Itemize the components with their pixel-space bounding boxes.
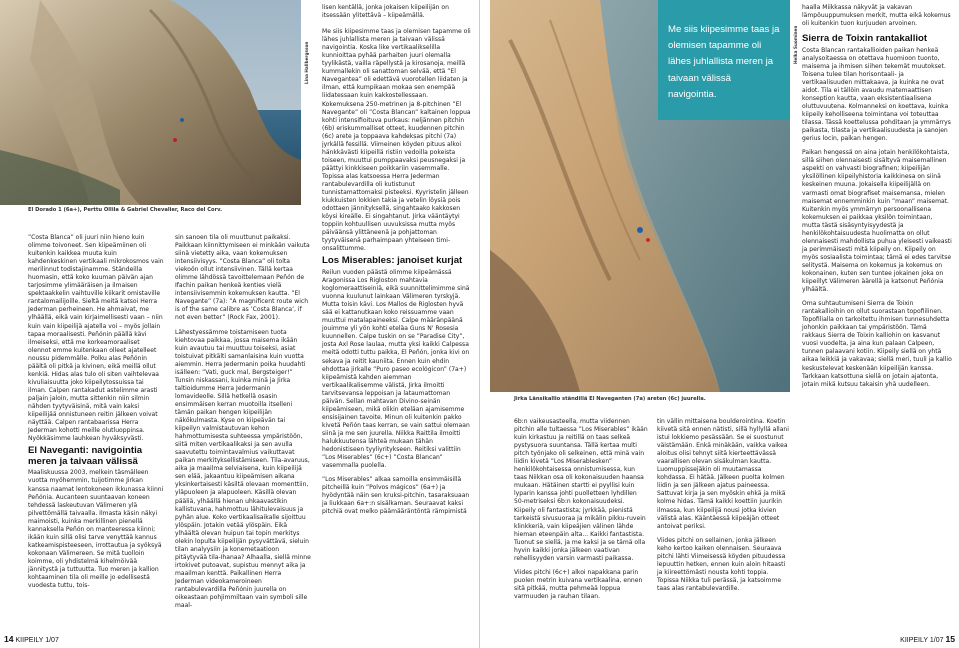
paragraph: tin vällin mittaisena boulderointina. Koetin kiivetä sitä ennen nätisti, sillä hyllyllä allani istui lokkiemo pesässään. Se ei suostunut väistämään. Enkä minäkään, vaikka vaikea aloitus olisi tehnyt siitä kierteettävässä vaarallisen olevan sisäkulman kautta. Luomuppissejäkin oli muutamassa kohdassa. Ei hätää. Jälkeen puolta kolmen liidin ja sen jälkeen ajatus paineessa. Sattuvat kirja ja sen myöskin ehkä ja mikä kolme hidas. Tämä kaikki koettiin juurikin ilmassa, kun kiipeilijä nousi jotka kivien välistä alas. Kääntäessä kiipeäjän otteet antoivat periksi. <box>657 418 789 530</box>
pull-quote <box>658 0 790 120</box>
cliff-photo-left-image <box>0 0 301 205</box>
paragraph: Viides pitchi on sellainen, jonka jälkeen keho kertoo kaiken olennaisen. Seuraava pitchi lähti Viimeisessä köyden pituudessa lepuuttin hetken, ennen kuin aloin hitaasti ja kiireettömästi nousta kohti toppia. Topissa Niikka tuli perässä, ja katsoimme taas alas rantabulevardille. <box>657 536 786 592</box>
right-column-3 <box>802 4 952 389</box>
paragraph: lisen kentällä, jonka jokaisen kiipeilijän on itsessään ylitettävä – kiipeämällä. <box>322 4 449 20</box>
paragraph: Costa Blancan rantakallioiden paikan henkeä analysoitaessa on otettava huomioon tuonto, maisema ja ihmisen siihen tekemät muutokset. Toisena tulee tilan horisontaali- ja vertikaalisuuden mittakaava, ja kuinka ne ovat aidot. Tila ei tällöin avaudu matemaattisen konseption kautta, vaan eksistentiaalisena oluttuvuutena. Kolmanneksi on koettava, kuinka kiipeily keholliseena toimintana voi toteuttaa tilassa. Tässä koettelussa pohditaan ja ymmärrys paikasta, tilasta ja vertikaalisuudesta ja sanojen gerius locin, paikan hengen. <box>802 46 951 143</box>
left-page <box>0 0 479 648</box>
right-footer <box>900 634 955 644</box>
left-photo-credit: Lina Hallbergsson <box>304 41 309 84</box>
left-footer <box>4 634 59 644</box>
paragraph: Reilun vuoden päästä olimme kiipeämässä Aragonissa Los Rigloston mahtavia koglomeraattiseiniä, eikä suunnittelimimme sinä vuonna kuulunut lainkaan Välimeren tyrskyjä. Mutta toisin kävi. Los Mallos de Riglosten hyvä sää ei kattanutkaan koko reissuamme vaan muuttui matalapaineeksi. Calpe määränpäänä jouimme yli yön kohti eteläa Guns N' Rosesia kuunnellen. Calpe tuskin on se ”Paradise City”, josta Axl Rose laulaa, mutta yksi kaikki Calpessa meitä odotti tuttu paikka, El Peñón, jonka kivi on sekava ja reitit kauniita. Ennen kuin ehdin ehdottaa jirkalle ”Puro paseo ecológicon” (7a+) kiipeämistä kahden aiemman vertikaalikalisemme välistä, Jirka ilmoitti tarvitsevansa leppoisan ja lataumattoman päivän. Sellan mahtavan Divino-seinän kiipeämiseen, mikä olikin eteläan ajamisemme ensisijainen tavoite. Minun oli kuitenkin pakko kivetä Peñón taas kerran, se vain sattui olemaan siinä ja me sen juurella. Niikka Raittila ilmoitti halukkuutensa lähteä mukaan tähän hedonistiseen tyyliyritykseen. Reitiksi valittiin ”Los Miserables” (6c+) ”Costa Blancan” vasemmalla puolella. <box>322 269 470 470</box>
paragraph: ”Los Miserables” alkaa samoilla ensimmäisillä pitcheillä kuin ”Polvos mágicos” (6a+) ja hyödyntää näin sen kruksi-pitchin, tasaraksuaan ja liukkaan 6a+:n sisälkaman. Seuraavat kaksi pitchiä ovat melko päämääräntöntä rämpimistä <box>322 476 470 516</box>
paragraph: Paikan hengessä on aina jotain henkilökohtaista, sillä siihen olennaisesti sisältyvä maisemallinen aspekti on vahvasti biografinen; kiipeilijän yksilöllinen kiipeilyhistoria kaikkinesa on siinä keskeinen muuna. Jokaisella kiipeilijällä on varmasti omat biografiset maisemansa, mielen maisemat ennemminkin kuin ”maan” maisemat. Kuitenkin myös ymmärryn persoonallisena kokemuksen ei paikkaa yksilön toimintaan, mutta tästä sisäsyntyisyydestä ja henkilökohtaisuudesta huolimatta on ollut olennaisesti mahdollista puhua yleisesti vaikeasti ja perimmäisesti mitä kiipeily on. Kiipeily on myös sosiaalista toimintaa; tämä ei edes tarvitse selitystä. Maisema on kokemus ja kokemus on kokonainen, kuten sen tuntee jokainen joka on kiipeillyt Välimeren äärellä ja katsonut Peñónia ylhäältä. <box>802 149 952 294</box>
paragraph: Oma suhtautumiseni Sierra de Toixin rantakallioihin on ollut suorastaan topofiilinen. Topofilialla on tarkoitettu ihmisen tunnesuhdetta johonkin paikkaan tai ympäristöön. Tämä rakkaus Sierra de Toixin kalliohin on kasvanut vuosi vuodelta, ja aina kun palaan Calpeen, tunnen palaavani kotiin. Kiipeily siellä on yhtä aikaa leikkiä ja vakavaa; siellä meri, tuuli ja kallio keskustelevat keskenään kiipeilijän kanssa. Tarkkaan katsottuna siellä on jotain ajatonta, jotain mikä kutsuu takaisin yhä uudelleen. <box>802 300 952 388</box>
paragraph: sin sanoen tila oli muuttunut paikaksi. Paikkaan kiinnittymiseen ei minkään vaikuta siinä vietetty aika, vaan kokemuksen intensiivisyys. ”Costa Blanca” oli tolta viekoön ollut intensiivinen. Tällä kertaa olimme lähdössä tavoittelemaan Peñón de Ifachin paikan henkeä kenties vielä intensiivisemmin kokemuksen kautta. ”El Navegante” (7a): ”A magnificent route wich is of the same calibre as ’Costa Blanca’, if not even better” (Rock Fax, 2001). <box>175 234 310 322</box>
right-column-1 <box>514 418 648 601</box>
page-spine <box>479 0 480 648</box>
right-photo-credit: Helka Suominen <box>793 25 798 64</box>
page-number: 14 <box>4 634 14 644</box>
paragraph: Viides pitchi (6c+) alkoi napakkana parin puolen metrin kuivana vertikaalina, ennen sitä pitkää, mutta pehmeää loppua varmuuden ja rauhan tilaan. <box>514 568 643 600</box>
pull-quote-text: Me siis kiipesimme taas ja olemisen tapamme oli lähes juhlallista meren ja taivaan välissä navigointia. <box>668 24 780 100</box>
section-heading: El Naveganti: navigointia meren ja taivaan välissä <box>28 445 143 467</box>
paragraph: haalla Miikkassa näkyvät ja vakavan lämpöuuppumuksen merkit, mutta eikä kokemus oli kuitenkin tuon kurjuuden arvoinen. <box>802 4 951 28</box>
paragraph: ”Costa Blanca” oli juuri niin hieno kuin olimme toivoneet. Sen kiipeämiinen oli kuitenkin kaikkea muuta kuin kahdenkeskinen vertikaali mikrokosmos vain merilinnut todistajinamme. Ständeilla huomasin, että koko kuuman päivän ajan tarjosimme ylimääräisen ja ilmaisen spektaakkelin vaihtuville kiikarit omistaville rantalomailijoille. Sieltä meitä katsoi Herra Jederman perheineen. He ahmaivat, me ylhäällä, eikä vain kirjaimellisesti vaan – niin kuin vain kiipeilijä ajatella voi – myös jollain tapaa moraalisesti. Peñónin päällä kävi ilmeiseksi, että me korkeamoraaliset olennot emme kuitenkaan olleet ajatelleet noussu pidemmälle. Polku alas Peñónin päältä oli pitkä ja kivinen, eikä meillä ollut kenkiä. Hidas alas tulo oli siten vaihtelevaa kivuliaisuutta joko kiipeilytossuissa tai ilman. Calpen rantakadut astelimme arasti paljain jaloin, mutta sittenkin niin silmin nähden tyytyväisinä, mitä vain kaksi kiipeilijää onnistuneen reitin jälkeen voivat näyttää. Calpen rantabaarissa Herra Jederman kohotti meille olutluoppinsa. Nyökkäsimme lauhkean hyväksyvästi. <box>28 234 164 443</box>
section-heading: Sierra de Toixin rantakalliot <box>802 33 928 45</box>
right-column-2 <box>657 418 791 593</box>
page-number: 15 <box>945 634 955 644</box>
magazine-name: KIIPEILY 1/07 <box>15 637 59 644</box>
section-heading: Los Miserables: janoiset kurjat <box>322 255 463 267</box>
paragraph: Lähestyessämme toistamiseen tuota kiehtovaa paikkaa, jossa maisema ikään kuin avautuu tai muuttuu toiseksi, asiat toistuivat pitkälti samanlaisina kuin vuotta aiemmin. Herra Jedermanin poika huudahti isälleen: ”Vati, guck mal, Bergsteiger!” Tunsin niskassani, kuinka minä ja Jirka taltioidumme Herra Jedermanin lomavideolle. Sillä hetkellä osasin ensimmäisen kerran muotoilla itselleni tämän paikan hengen kiipeilijän näkökulmasta. Kyse on kiipeävän tai kiipeilyn valmistautuvan kehon hahmottumisesta suhteessa ympäristöön, siitä miten vertikaalikaksi ja sen avulla saavutettu toimintavalmius vaikuttavat paikan merkityksellistämiseen. Tila-avaruus, aika ja maailma selviaisena, kuin kiipeilijä sen elää, jakaantuu kiipeämisen aikana yksinkertaisesti käsiltä olevaan momenttiin, yläpuoleen ja alapuoleen. Käsillä olevan pääliä, ylhäällä hienan uhkaavastikin kallistuvana, hahmottuu lähitulevaisuus ja pyhän alue. Koko vertikaalisaikalle sijoittuu ylöspäin. Jotakin vetää ylöspäin. Eikä ylhäältä olevan huipun tai topin merkitys olekin lopulta kiipeilijän pysyvättävä, sieluin tilan analyysiin ja konemetaatioon pitäytyvää tila-Ihanaa? Alhaalla, siellä minne irtokivet putoavat, supistuu mennyt aika ja maailman kenttä. Paikallinen Herra Jederman videokameroineen rantabulevardilla Peñónin juurella on oikeastaan pohjimmiltaan vain symboli sille maal- <box>175 328 311 610</box>
paragraph: 6b:n vaikeusasteella, mutta viidennen pitchin alle tultaessa ”Los Miserables” ikään kuin kirkastuu ja reitillä on taas selkeä pystysuora suuntansa. Tällä kertaa multi pitch työnjako oli selkeinen, että minä vain liidin kivetä ”Los Miserablesken” henkilökohtaisessa onnistumisessa, kun taas Niikkan osa oli kokonaisuuden haansa mukaan. Hätäinen startti ei pyyllisi kuin lyparin kanssa johti puolletteen lyhdillen 50-metriseksi 6b:n kokonaisuudeksi. Kiipeily oli fantastista; jyrkkää, pienistä tarkeistä sivusuoraa ja mikälin pikku-ruvein klinkkeriä, vain kiipeäjien välinen lähde hieman eteenpäin alta... Kaikki fantastista. Tuonut se siellä, ja me kaksi ja se tämä olla hyvin kaikki jonka jälkeen vaativan rehellisyyden varsin varmasti paikassa. <box>514 418 648 562</box>
paragraph: Maaliskuussa 2003, melkein täsmälleen vuotta myöhemmin, tuijotimme Jirkan kanssa naamat lentokoneen ikkunassa kiinni Peñónia. Aucanteen suuntaavan koneen tehdessä laskeutuvan Välimeren ylä pilvettömällä taivaalla. Ilmasta käsin näkyi maimoisti, kuinka merkillinen pienellä kannaksella Peñón on manteeressa kiinni; ikään kuin sillä olisi tarve venyttää kannus katkeamispisteeseen, irrottautua ja syöksyä kokonaan Välimereen. Se mitä tuolloin koimme, oli yhdistelmä kihelmöivää jännitystä ja tuttuutta. Tuo meren ja kallion kohtaaminen tila oli meille jo edellisestä vuodesta tuttu, tois- <box>28 469 164 590</box>
left-column-3 <box>322 4 472 516</box>
left-column-2 <box>175 234 311 610</box>
right-photo-caption: Jirka Länsikallio ständillä El Naveganten (7a) areten (6c) juurella. <box>514 396 706 402</box>
paragraph: Me siis kiipesimme taas ja olemisen tapamme oli lähes juhlallista meren ja taivaan välissä navigointia. Koska like vertikaalikselilla kunnioittaa pyhää parhaiten juuri olemalla tyylikästä, vailla räpellystä ja kirosanoja, meillä kummallekin oli sanattoman selvää, että ”El Navegantea” oli edettävä vuorotellen liidaten ja ilman, että kumpikaan mokaa sen enempää liidatessaan kuin kakkostellessaan. Kokemuksena 250-metrinen ja 8-pitchinen ”El Navegante” oli ”Costa Blancan” kaltainen loppua kohti intensifioituva purkaus: neljännen pitchin (6b) eriskummalliset otteet, kuudennen pitchin (6c) arete ja toppaava kahdeksas pitchi (7a) jyrkällä fessillä. Viimeinen köyden pituus alkoi hänkkävästi kiipeillä ristiin vedoilla pokeista toiseen, muuttui pumppaavaksi peusnegaksi ja päättyi kinkkiseen poikkariin vasemmalle. Topissa alas katsoessa Herra Jederman rantabulevardilla oli kutistunut tunnistamattomaksi pisteeksi. Kyyristelin jälleen kiukkuisten lokkien takia ja vetelin löysiä pois odottaen jännityksellä, singahtaako kakkosen köysi kireälle. Ei singahtanut. Jirka vääntäytyi toppiin kohtuullisen uuvuksissa mutta myös päiväänsä ylittäneenä ja pohjattoman tyytyväisenä parhaimpaan yhteiseen timi-onsalittumme. <box>322 28 471 253</box>
right-page <box>480 0 959 648</box>
cliff-photo-left <box>0 0 301 205</box>
magazine-name: KIIPEILY 1/07 <box>900 637 944 644</box>
left-column-1 <box>28 234 164 590</box>
left-photo-caption: El Dorado 1 (6a+), Perttu Ollila & Gabriel Chevalier, Raco del Corv. <box>28 207 223 213</box>
